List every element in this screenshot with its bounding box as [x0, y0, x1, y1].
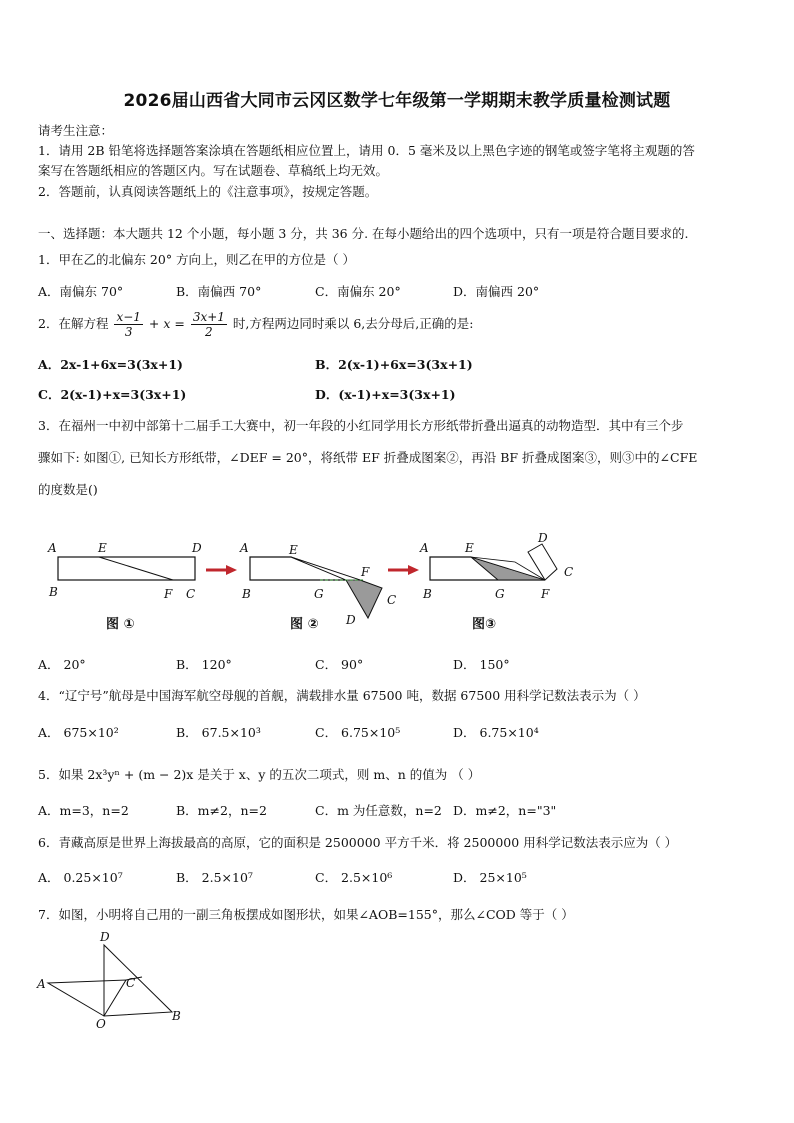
- fig3-label-b: B: [423, 587, 432, 601]
- q2-fraction-1-denominator: 3: [124, 325, 133, 339]
- q1-option-a[interactable]: A．南偏东 70°: [38, 284, 124, 299]
- fig2-label-c: C: [387, 593, 397, 607]
- q6-option-a[interactable]: A． 0.25×10⁷: [38, 870, 123, 885]
- q7-label-d: D: [100, 930, 110, 944]
- q2-middle: + x =: [148, 316, 185, 331]
- q5-option-d[interactable]: D．m≠2，n="3": [453, 803, 557, 818]
- notice-item-2: 2．答题前，认真阅读答题纸上的《注意事项》，按规定答题。: [38, 184, 378, 199]
- q3-line-1: 3．在福州一中初中部第十二届手工大赛中，初一年段的小红同学用长方形纸带折叠出逼真的动物造型．其中有三个步: [38, 418, 684, 433]
- q7-triangle-aoc: [48, 980, 126, 1016]
- q2-prefix: 2．在解方程: [38, 316, 109, 331]
- q2-fraction-2-denominator: 2: [205, 325, 213, 339]
- notice-item-1-line-2: 案写在答题纸相应的答题区内。写在试题卷、草稿纸上均无效。: [38, 163, 389, 178]
- page-title: 2026届山西省大同市云冈区数学七年级第一学期期末教学质量检测试题: [123, 91, 671, 111]
- fig2-label-a: A: [240, 541, 249, 555]
- q3-figure: [40, 530, 600, 640]
- fig3-label-e: E: [465, 541, 474, 555]
- q7-label-b: B: [172, 1009, 181, 1023]
- q3-option-b[interactable]: B． 120°: [176, 657, 232, 672]
- q4-option-a[interactable]: A． 675×10²: [38, 725, 119, 740]
- q5-option-b[interactable]: B．m≠2，n=2: [176, 803, 267, 818]
- q2-option-a[interactable]: A．2x-1+6x=3(3x+1): [38, 357, 183, 372]
- q3-option-a[interactable]: A． 20°: [38, 657, 86, 672]
- q7-label-o: O: [96, 1017, 106, 1031]
- q1-option-b[interactable]: B．南偏西 70°: [176, 284, 262, 299]
- q3-option-d[interactable]: D． 150°: [453, 657, 510, 672]
- q4-option-d[interactable]: D． 6.75×10⁴: [453, 725, 539, 740]
- fig1-label-f: F: [164, 587, 173, 601]
- q6-stem: 6．青藏高原是世界上海拔最高的高原，它的面积是 2500000 平方千米．将 2500000 用科学记数法表示应为（ ）: [38, 835, 678, 850]
- q1-stem: 1．甲在乙的北偏东 20° 方向上，则乙在甲的方位是（ ）: [38, 252, 356, 267]
- q2-fraction-2: [191, 310, 227, 339]
- q5-stem: 5．如果 2x³yⁿ + (m − 2)x 是关于 x、y 的五次二项式，则 m、n 的值为 （ ）: [38, 767, 481, 782]
- figure-3: [419, 531, 573, 632]
- fig2-label-f: F: [361, 565, 370, 579]
- q5-option-c[interactable]: C．m 为任意数，n=2: [315, 803, 442, 818]
- q6-option-c[interactable]: C． 2.5×10⁶: [315, 870, 393, 885]
- q6-option-b[interactable]: B． 2.5×10⁷: [176, 870, 253, 885]
- fig1-fold-line-ef: [99, 557, 173, 580]
- q1-option-c[interactable]: C．南偏东 20°: [315, 284, 401, 299]
- q6-option-d[interactable]: D． 25×10⁵: [453, 870, 527, 885]
- fig1-label-e: E: [98, 541, 107, 555]
- fig2-label-g: G: [314, 587, 324, 601]
- figure-2: [239, 541, 396, 632]
- notice-item-1-line-1: 1．请用 2B 铅笔将选择题答案涂填在答题纸相应位置上，请用 0．5 毫米及以上黑色字迹的钢笔或签字笔将主观题的答: [38, 143, 695, 158]
- q3-option-c[interactable]: C． 90°: [315, 657, 364, 672]
- q5-option-a[interactable]: A．m=3，n=2: [38, 803, 129, 818]
- fig3-label-g: G: [495, 587, 505, 601]
- q3-line-3: 的度数是(): [38, 482, 98, 497]
- q7-figure: [34, 928, 194, 1033]
- q2-fraction-2-numerator: 3x+1: [192, 310, 225, 324]
- fig3-label-f: F: [541, 587, 550, 601]
- fig1-caption: 图 ①: [106, 617, 135, 632]
- q7-label-c: C: [126, 976, 136, 990]
- q2-option-b[interactable]: B．2(x-1)+6x=3(3x+1): [315, 357, 473, 372]
- fig2-caption: 图 ②: [290, 617, 319, 632]
- q7-stem: 7．如图，小明将自己用的一副三角板摆成如图形状，如果∠AOB=155°，那么∠COD 等于（ ）: [38, 907, 574, 922]
- fig1-strip: [58, 557, 195, 580]
- fig1-label-a: A: [48, 541, 57, 555]
- q2-fraction-1-numerator: x−1: [116, 310, 141, 324]
- fig1-label-d: D: [192, 541, 202, 555]
- fig3-label-a: A: [420, 541, 429, 555]
- fig2-label-b: B: [242, 587, 251, 601]
- fig1-label-b: B: [49, 585, 58, 599]
- q4-option-b[interactable]: B． 67.5×10³: [176, 725, 261, 740]
- fig2-label-e: E: [289, 543, 298, 557]
- q4-option-c[interactable]: C． 6.75×10⁵: [315, 725, 401, 740]
- q2-option-c[interactable]: C．2(x-1)+x=3(3x+1): [38, 387, 187, 402]
- q2-fraction-1: [114, 310, 142, 339]
- notice-heading: 请考生注意：: [38, 123, 114, 138]
- fig3-label-c: C: [564, 565, 574, 579]
- q2-stem: [38, 310, 473, 339]
- fig3-caption: 图③: [472, 617, 497, 632]
- fig2-label-d: D: [346, 613, 356, 627]
- q2-option-d[interactable]: D．(x-1)+x=3(3x+1): [315, 387, 456, 402]
- fig1-label-c: C: [186, 587, 196, 601]
- fig3-label-d: D: [538, 531, 548, 545]
- arrow-1: [206, 565, 237, 575]
- fig2-upper-triangle: [291, 557, 360, 580]
- q2-suffix: 时,方程两边同时乘以 6,去分母后,正确的是:: [232, 316, 474, 331]
- arrow-2: [388, 565, 419, 575]
- section-1-heading: 一、选择题：本大题共 12 个小题，每小题 3 分，共 36 分. 在每小题给出的四个选项中，只有一项是符合题目要求的.: [38, 226, 689, 241]
- q3-line-2: 骤如下: 如图①, 已知长方形纸带，∠DEF = 20°，将纸带 EF 折叠成图案②，再沿 BF 折叠成图案③，则③中的∠CFE: [38, 450, 698, 465]
- q7-label-a: A: [37, 977, 46, 991]
- figure-1: [47, 541, 202, 632]
- q4-stem: 4．“辽宁号”航母是中国海军航空母舰的首舰，满载排水量 67500 吨，数据 67500 用科学记数法表示为（ ）: [38, 688, 646, 703]
- q1-option-d[interactable]: D．南偏西 20°: [453, 284, 540, 299]
